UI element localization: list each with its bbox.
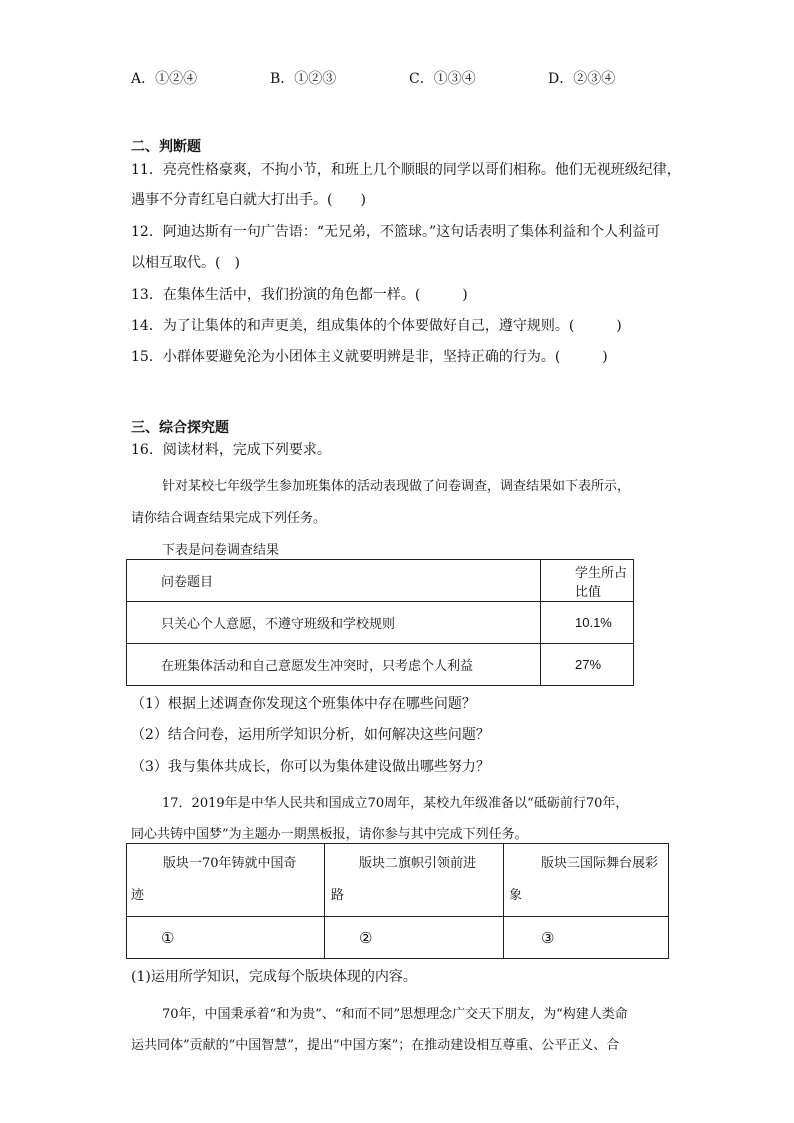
board-cell-1: ① [127,917,325,959]
section-heading-inquiry: 三、综合探究题 [131,420,229,436]
survey-header-ratio: 学生所占比值 [541,560,634,602]
question-17-line2: 同心共铸中国梦”为主题办一期黑板报，请你参与其中完成下列任务。 [131,827,528,842]
option-b: B．①②③ [270,71,337,87]
survey-row2-question: 在班集体活动和自己意愿发生冲突时，只考虑个人利益 [127,644,541,686]
question-16-intro: 16．阅读材料，完成下列要求。 [131,442,331,458]
table-row [127,644,634,686]
section-heading-judgment: 二、判断题 [131,139,201,155]
board-table [126,843,669,959]
survey-row1-question: 只关心个人意愿，不遵守班级和学校规则 [127,602,541,644]
table-row [127,844,669,917]
survey-header-question: 问卷题目 [127,560,541,602]
question-16-material-line2: 请你结合调查结果完成下列任务。 [131,511,327,526]
table-caption: 下表是问卷调查结果 [162,543,280,558]
question-12-line1: 12．阿迪达斯有一句广告语：“无兄弟，不篮球。”这句话表明了集体利益和个人利益可 [131,224,661,240]
survey-row2-ratio: 27% [541,644,634,686]
question-16-sub1: （1）根据上述调查你发现这个班集体中存在哪些问题？ [131,696,476,712]
question-16-material-line1: 针对某校七年级学生参加班集体的活动表现做了问卷调查，调查结果如下表所示， [162,479,631,494]
question-17-line1: 17．2019年是中华人民共和国成立70周年，某校九年级准备以“砥砺前行70年， [162,796,629,811]
board-header-1: 版块一70年铸就中国奇 迹 [127,844,325,917]
question-12-line2: 以相互取代。( ) [131,255,240,271]
question-14: 14．为了让集体的和声更美，组成集体的个体要做好自己，遵守规则。( ) [131,318,622,334]
survey-row1-ratio: 10.1% [541,602,634,644]
board-cell-2: ② [325,917,504,959]
table-row [127,560,634,602]
table-row [127,602,634,644]
table-row [127,917,669,959]
question-17-sub1: (1)运用所学知识，完成每个版块体现的内容。 [131,969,417,985]
question-17-material-line2: 运共同体”贡献的“中国智慧”，提出“中国方案”；在推动建设相互尊重、公平正义、合 [131,1038,620,1053]
question-11-line2: 遇事不分青红皂白就大打出手。( ) [131,192,366,208]
question-16-sub3: （3）我与集体共成长，你可以为集体建设做出哪些努力？ [131,759,490,775]
question-15: 15．小群体要避免沦为小团体主义就要明辨是非，坚持正确的行为。( ) [131,349,608,365]
option-d: D．②③④ [548,71,616,87]
option-a: A．①②④ [131,71,198,87]
board-header-2: 版块二旗帜引领前进 路 [325,844,504,917]
board-cell-3: ③ [504,917,669,959]
question-16-sub2: （2）结合问卷，运用所学知识分析，如何解决这些问题？ [131,727,490,743]
option-c: C．①③④ [409,71,476,87]
question-11-line1: 11．亮亮性格豪爽，不拘小节，和班上几个顺眼的同学以哥们相称。他们无视班级纪律， [131,162,681,178]
question-13: 13．在集体生活中，我们扮演的角色都一样。( ) [131,287,468,303]
question-17-material-line1: 70年，中国秉承着“和为贵”、“和而不同”思想理念广交天下朋友，为“构建人类命 [162,1007,628,1022]
survey-table [126,559,634,686]
board-header-3: 版块三国际舞台展彩 象 [504,844,669,917]
